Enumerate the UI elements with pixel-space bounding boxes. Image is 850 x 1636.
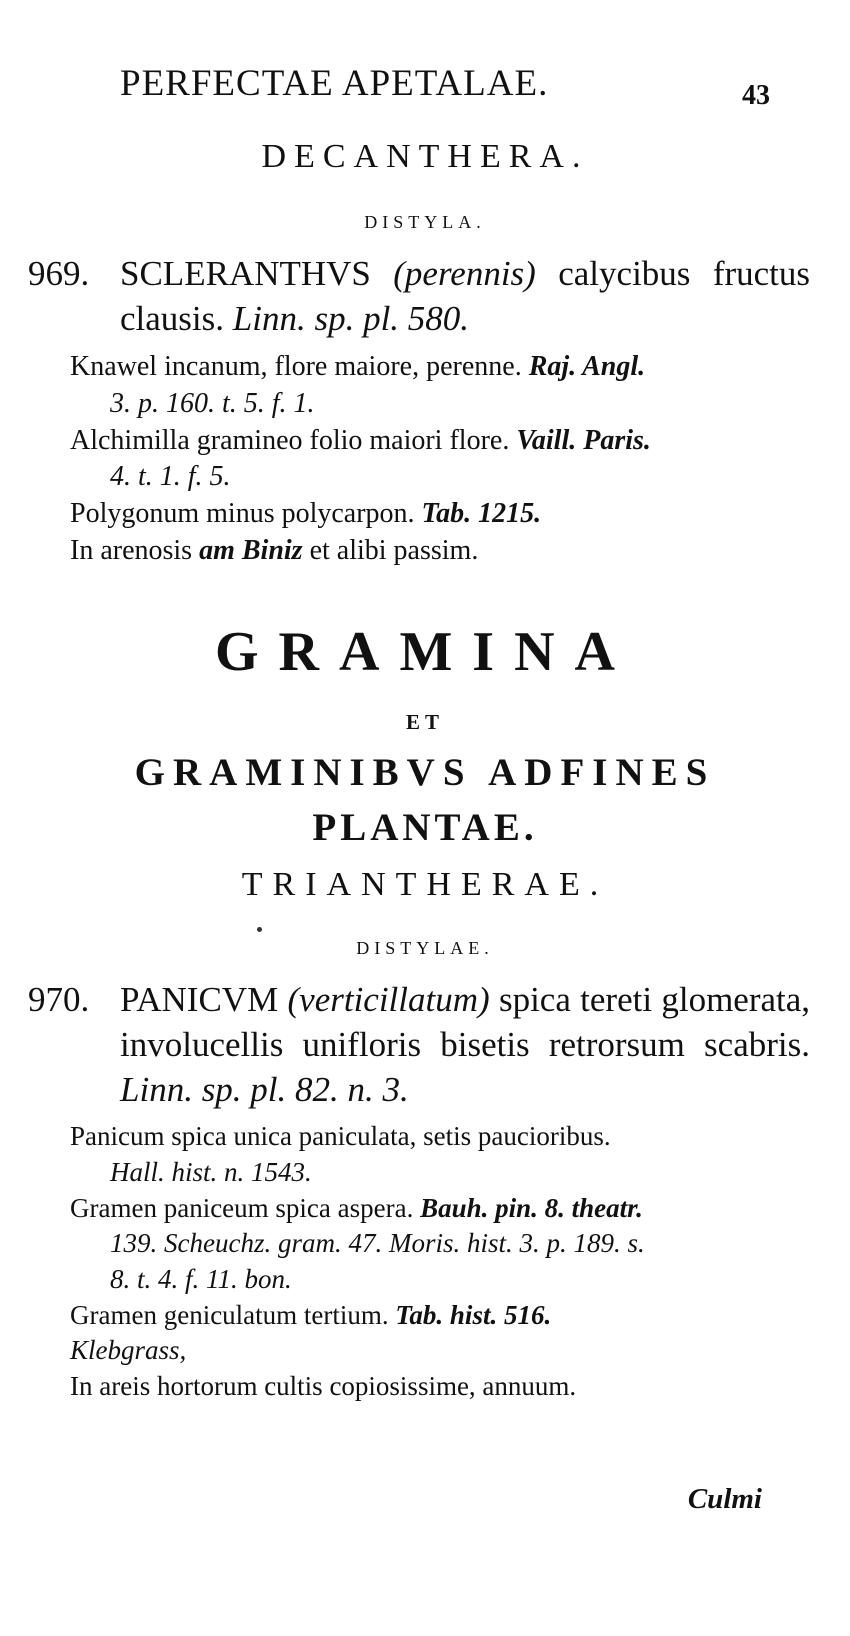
entry-number: 970. — [28, 980, 90, 1019]
description-part: calycibus — [558, 254, 691, 293]
genus-name: SCLERANTHVS — [120, 254, 371, 293]
habitat-line — [70, 533, 810, 570]
catchword: Culmi — [687, 1483, 762, 1515]
reference: Linn. sp. pl. 82. n. 3. — [120, 1069, 409, 1109]
description-part: glomerata, involucellis unifloris bisetis — [120, 980, 811, 1064]
synonym-text: Gramen paniceum spica aspera. — [70, 1192, 414, 1223]
synonym-reference: Tab. 1215. — [421, 498, 542, 530]
order-heading-distyla: DISTYLA. — [364, 212, 486, 232]
section-subtitle: GRAMINIBVS ADFINES — [134, 751, 716, 794]
synonym-reference: Vaill. Paris. — [516, 424, 651, 456]
section-title-gramina: GRAMINA — [215, 621, 635, 683]
page-number: 43 — [742, 80, 770, 111]
description-part: retrorsum scabris. — [548, 1024, 810, 1064]
synonym-reference-continuation — [110, 1155, 810, 1191]
reference: Linn. sp. pl. 580. — [232, 298, 470, 338]
running-title: PERFECTAE APETALAE. — [120, 63, 549, 104]
description-part: fructus clausis. — [120, 254, 811, 338]
synonym-reference-continuation — [110, 1262, 810, 1298]
species-name: (perennis) — [393, 254, 536, 293]
running-header — [120, 64, 770, 124]
entry-969-heading — [28, 252, 813, 342]
order-heading-distylae: DISTYLAE. — [356, 938, 494, 958]
synonym-reference: 8. t. 4. f. 11. bon. — [110, 1263, 292, 1294]
synonym-list — [70, 349, 810, 571]
synonym-reference: Raj. Angl. — [528, 350, 646, 382]
class-heading-decanthera: DECANTHERA. — [261, 138, 589, 175]
section-conjunction: ET — [405, 710, 444, 734]
synonym-reference-continuation — [110, 386, 810, 423]
class-heading-triantherae: TRIANTHERAE. — [241, 866, 609, 903]
synonym-reference: Hall. hist. n. 1543. — [110, 1157, 312, 1188]
entry-description — [120, 252, 810, 342]
entry-970-heading — [28, 978, 813, 1112]
habitat-place: am Biniz — [199, 535, 303, 567]
synonym-line — [70, 1191, 810, 1227]
synonym-line — [70, 349, 810, 386]
vernacular-text: Klebgrass, — [70, 1335, 187, 1366]
synonym-text: Polygonum minus polycarpon. — [70, 498, 415, 530]
synonym-reference: 3. p. 160. t. 5. f. 1. — [110, 387, 315, 419]
synonym-text: Alchimilla gramineo folio maiori flore. — [70, 424, 510, 456]
synonym-list — [70, 1119, 810, 1404]
synonym-line — [70, 1298, 810, 1334]
printing-dot — [257, 927, 262, 932]
synonym-reference: Tab. hist. 516. — [395, 1299, 552, 1330]
genus-name: PANICVM — [120, 980, 279, 1019]
plant-entry-969 — [28, 252, 813, 570]
synonym-line — [70, 423, 810, 460]
synonym-text: Gramen geniculatum tertium. — [70, 1299, 389, 1330]
entry-description — [120, 978, 810, 1112]
synonym-reference: 4. t. 1. f. 5. — [110, 461, 231, 493]
habitat-text: et alibi passim. — [309, 535, 479, 567]
habitat-text: In arenosis — [70, 535, 193, 567]
synonym-line — [70, 1119, 810, 1155]
synonym-reference-continuation — [110, 1226, 810, 1262]
synonym-line — [70, 496, 810, 533]
synonym-reference: 139. Scheuchz. gram. 47. Moris. hist. 3. p. 189. s. — [110, 1228, 645, 1259]
synonym-reference-continuation — [110, 459, 810, 496]
species-name: (verticillatum) — [287, 980, 490, 1019]
synonym-reference: Bauh. pin. 8. theatr. — [420, 1192, 643, 1223]
plant-entry-970 — [28, 978, 813, 1404]
description-part: spica tereti — [498, 980, 653, 1019]
vernacular-name — [70, 1333, 810, 1369]
habitat-text: In areis hortorum cultis copiosissime, annuum. — [70, 1370, 577, 1401]
synonym-text: Knawel incanum, flore maiore, perenne. — [70, 350, 522, 382]
synonym-text: Panicum spica unica paniculata, setis paucioribus. — [70, 1121, 611, 1152]
section-subtitle: PLANTAE. — [312, 806, 538, 849]
habitat-line — [70, 1369, 810, 1405]
entry-number: 969. — [28, 254, 90, 293]
